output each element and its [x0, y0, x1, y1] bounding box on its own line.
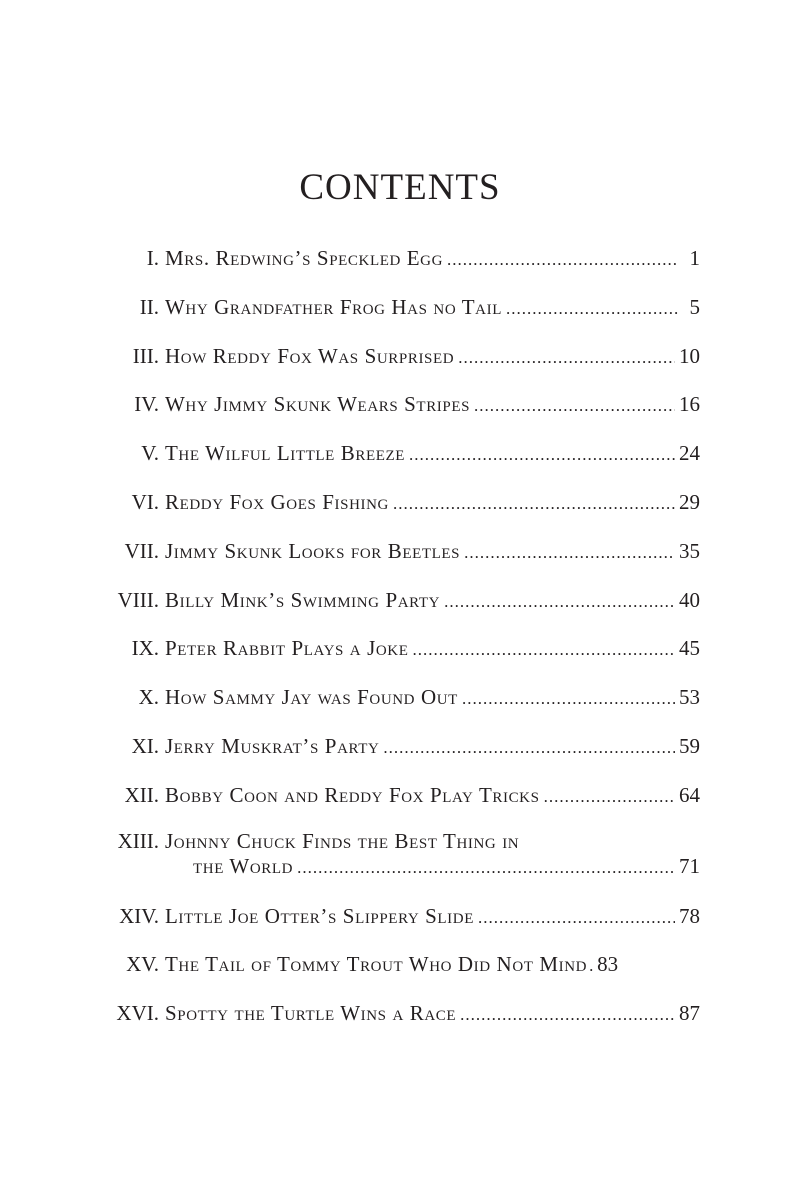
toc-entry[interactable]: [100, 576, 700, 625]
chapter-number: XII.: [124, 782, 159, 807]
toc-entry[interactable]: [100, 234, 700, 283]
chapter-title: How Reddy Fox Was Surprised: [165, 343, 455, 368]
page-number: 64: [679, 782, 700, 807]
chapter-number: VIII.: [117, 587, 159, 612]
chapter-title: Bobby Coon and Reddy Fox Play Tricks: [165, 782, 540, 807]
chapter-title: Jimmy Skunk Looks for Beetles: [165, 538, 461, 563]
chapter-number: XIV.: [119, 903, 159, 928]
toc-entry[interactable]: [100, 940, 700, 989]
dot-leader: [458, 334, 675, 383]
page-number: 10: [679, 343, 700, 368]
page-number: 71: [679, 853, 700, 878]
chapter-number: II.: [139, 294, 159, 319]
dot-leader: [297, 855, 675, 880]
toc-entry[interactable]: [100, 771, 700, 820]
dot-leader: [474, 382, 675, 431]
page-number: 24: [679, 441, 700, 466]
chapter-title: Spotty the Turtle Wins a Race: [165, 1001, 457, 1026]
page-number: 35: [679, 538, 700, 563]
toc-entry[interactable]: [100, 283, 700, 332]
toc-entry[interactable]: [100, 989, 700, 1038]
dot-leader: [412, 626, 675, 675]
chapter-number: XVI.: [116, 1001, 159, 1026]
page-number: 40: [679, 587, 700, 612]
dot-leader: [409, 431, 675, 480]
toc-entry[interactable]: [100, 527, 700, 576]
chapter-title: Little Joe Otter’s Slippery Slide: [165, 903, 474, 928]
page-number: 83: [597, 952, 619, 977]
chapter-number: IV.: [134, 392, 159, 417]
dot-leader: [447, 236, 678, 285]
dot-leader: [460, 991, 675, 1040]
chapter-number: XV.: [126, 952, 159, 977]
chapter-number: XIII.: [117, 828, 159, 853]
chapter-number: V.: [141, 441, 159, 466]
page-title: CONTENTS: [299, 167, 501, 208]
chapter-number: IX.: [131, 636, 159, 661]
chapter-title: How Sammy Jay was Found Out: [165, 685, 458, 710]
dot-leader: [444, 578, 675, 627]
chapter-number: I.: [146, 246, 159, 270]
chapter-number: VII.: [124, 538, 159, 563]
page-number: 29: [679, 489, 700, 514]
dot-leader: [544, 773, 675, 822]
chapter-number: VI.: [131, 489, 159, 514]
chapter-title: Billy Mink’s Swimming Party: [165, 587, 441, 612]
dot-leader: [589, 942, 595, 991]
toc-entry[interactable]: [100, 624, 700, 673]
chapter-title: Johnny Chuck Finds the Best Thing in: [165, 828, 520, 853]
chapter-title-continued: the World: [193, 853, 294, 878]
toc-entry[interactable]: [100, 820, 700, 892]
chapter-title: Reddy Fox Goes Fishing: [165, 489, 389, 514]
chapter-title: Peter Rabbit Plays a Joke: [165, 636, 409, 661]
chapter-number: XI.: [131, 733, 159, 758]
dot-leader: [383, 724, 675, 773]
chapter-number: X.: [138, 685, 159, 710]
page-number: 16: [679, 392, 700, 417]
chapter-title: The Tail of Tommy Trout Who Did Not Mind: [165, 952, 588, 977]
toc-entry[interactable]: [100, 673, 700, 722]
page-number: 45: [679, 636, 700, 661]
chapter-title: Jerry Muskrat’s Party: [165, 733, 380, 758]
page-number: 59: [679, 733, 700, 758]
chapter-title: Why Grandfather Frog Has no Tail: [165, 294, 502, 319]
dot-leader: [462, 675, 675, 724]
dot-leader: [464, 529, 675, 578]
dot-leader: [393, 480, 675, 529]
toc-entry[interactable]: [100, 332, 700, 381]
page-number: 87: [679, 1001, 700, 1026]
table-of-contents: [100, 234, 700, 1038]
page-number: 78: [679, 903, 700, 928]
page-number: 5: [689, 294, 700, 319]
toc-entry[interactable]: [100, 478, 700, 527]
page-number: 1: [689, 246, 700, 270]
chapter-title: Why Jimmy Skunk Wears Stripes: [165, 392, 471, 417]
chapter-title: The Wilful Little Breeze: [165, 441, 406, 466]
toc-entry[interactable]: [100, 380, 700, 429]
dot-leader: [506, 285, 678, 334]
toc-entry[interactable]: [100, 429, 700, 478]
page-number: 53: [679, 685, 700, 710]
chapter-title: Mrs. Redwing’s Speckled Egg: [165, 246, 444, 270]
toc-entry[interactable]: [100, 892, 700, 941]
toc-entry[interactable]: [100, 722, 700, 771]
dot-leader: [478, 894, 675, 943]
chapter-number: III.: [132, 343, 159, 368]
